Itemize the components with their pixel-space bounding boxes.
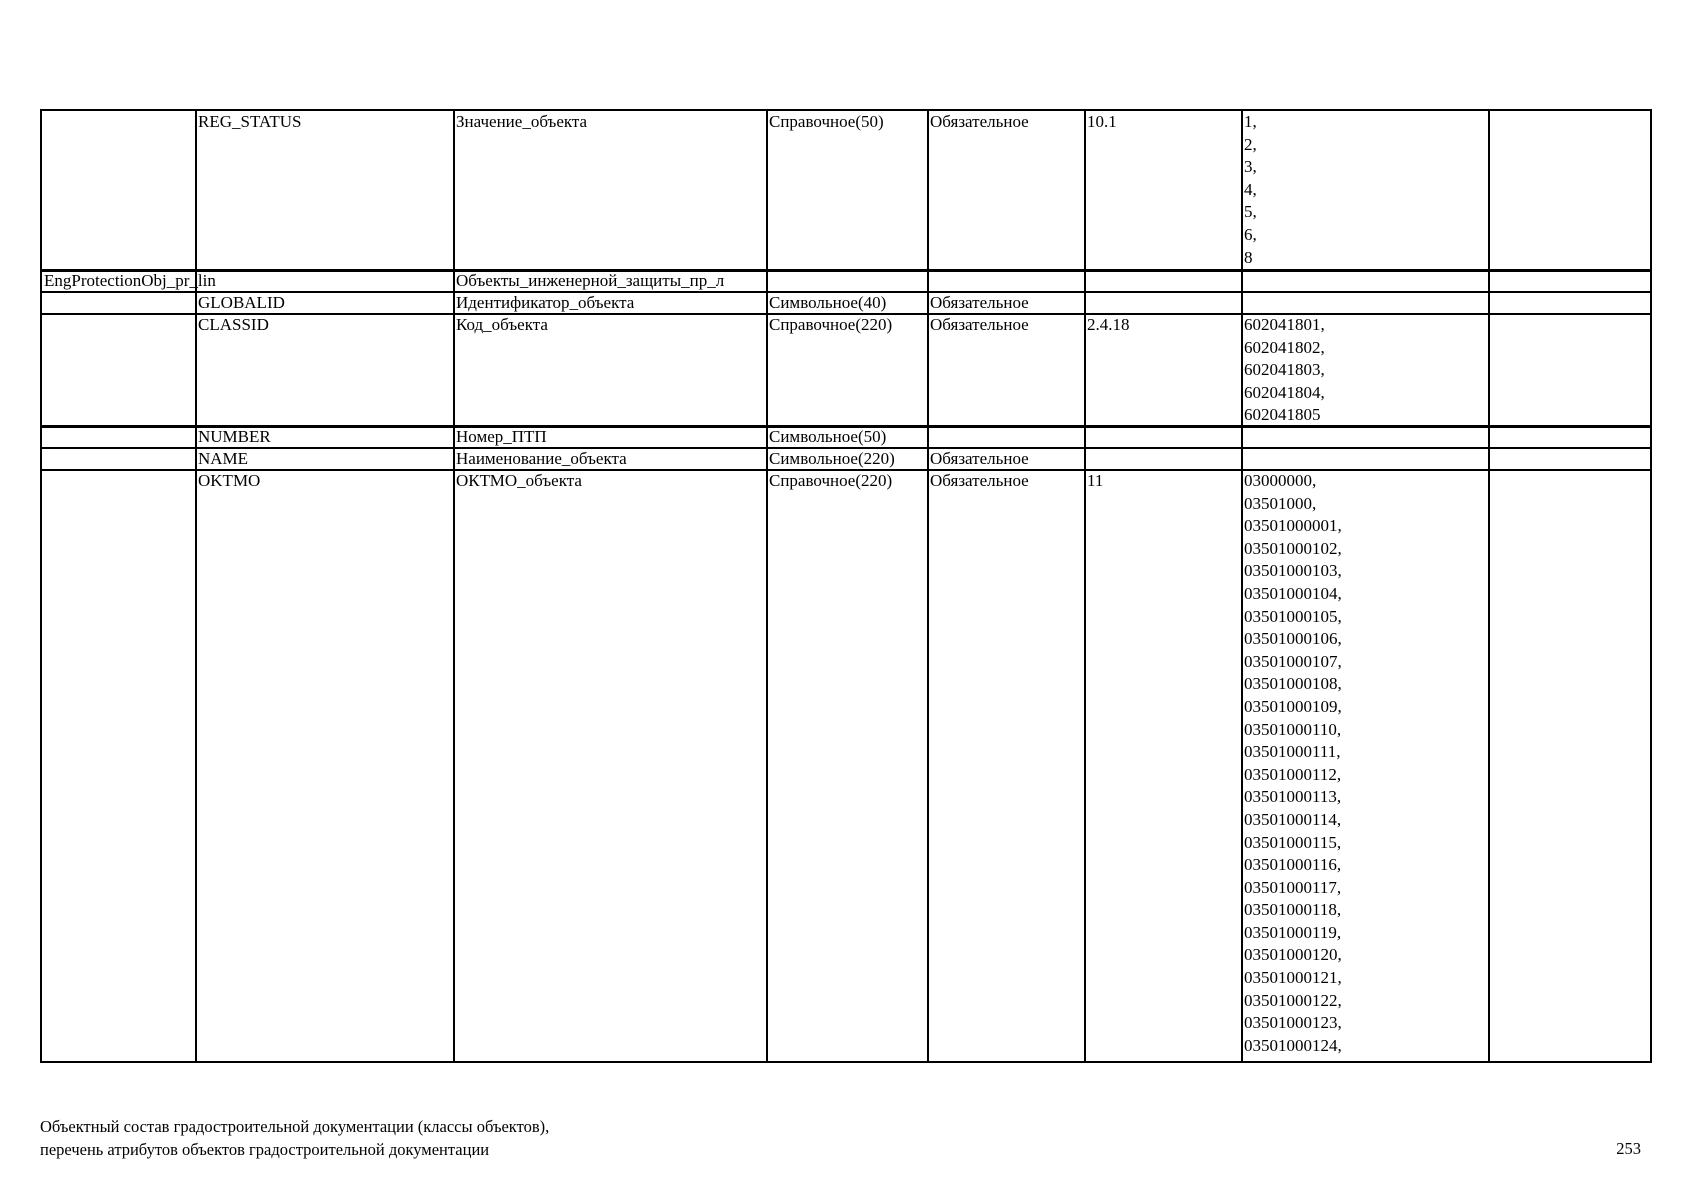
cell-obligation — [928, 270, 1085, 292]
cell-class-name — [42, 470, 196, 1061]
cell-data-type — [767, 270, 928, 292]
cell-attribute-name: NUMBER — [198, 427, 271, 446]
cell-reference — [1085, 270, 1242, 292]
cell-attribute-name: OKTMO — [198, 471, 261, 490]
cell-reference — [1085, 426, 1242, 448]
attributes-table — [40, 109, 1652, 1063]
cell-class-name: EngProtectionObj_pr_lin — [44, 271, 216, 290]
allowed-value: 03501000123, — [1244, 1013, 1342, 1033]
allowed-value: 4, — [1244, 179, 1257, 199]
cell-class-name — [42, 314, 196, 426]
allowed-value: 602041805 — [1244, 405, 1321, 425]
cell-attribute-description: Номер_ПТП — [456, 427, 547, 446]
cell-attribute-name — [196, 270, 454, 292]
cell-obligation — [928, 426, 1085, 448]
footer-line-1: Объектный состав градостроительной документации (классы объектов), — [40, 1117, 550, 1136]
cell-class-name — [42, 111, 196, 270]
cell-attribute-description: ОКТМО_объекта — [456, 471, 582, 490]
cell-note — [1489, 314, 1650, 426]
cell-class-name — [42, 292, 196, 314]
cell-attribute-name: CLASSID — [198, 315, 269, 334]
cell-note — [1489, 270, 1650, 292]
cell-obligation: Обязательное — [930, 293, 1029, 312]
allowed-value: 03501000122, — [1244, 990, 1342, 1010]
cell-attribute-name: NAME — [198, 449, 249, 468]
allowed-value: 03501000110, — [1244, 719, 1342, 739]
allowed-value: 03501000115, — [1244, 832, 1342, 852]
cell-data-type: Справочное(220) — [769, 315, 893, 334]
cell-note — [1489, 426, 1650, 448]
cell-note — [1489, 470, 1650, 1061]
allowed-value: 2, — [1244, 134, 1257, 154]
cell-reference: 2.4.18 — [1087, 315, 1130, 334]
allowed-value: 03501000119, — [1244, 922, 1342, 942]
cell-class-name — [42, 448, 196, 470]
page-number: 253 — [1616, 1139, 1641, 1158]
allowed-value: 03501000116, — [1244, 855, 1342, 875]
allowed-value: 03501000109, — [1244, 696, 1342, 716]
allowed-value: 03501000, — [1244, 493, 1317, 513]
cell-class-name — [42, 426, 196, 448]
allowed-value: 03501000117, — [1244, 877, 1342, 897]
allowed-value: 03501000105, — [1244, 606, 1342, 626]
cell-data-type: Справочное(220) — [769, 471, 893, 490]
allowed-value: 03501000111, — [1244, 742, 1341, 762]
allowed-value: 03501000107, — [1244, 651, 1342, 671]
allowed-value: 03501000102, — [1244, 538, 1342, 558]
allowed-value: 03501000104, — [1244, 583, 1342, 603]
allowed-value: 602041802, — [1244, 337, 1325, 357]
cell-attribute-description: Объекты_инженерной_защиты_пр_л — [456, 271, 725, 290]
allowed-value: 03000000, — [1244, 471, 1317, 490]
cell-reference — [1085, 292, 1242, 314]
cell-obligation: Обязательное — [930, 315, 1029, 334]
cell-obligation: Обязательное — [930, 471, 1029, 490]
allowed-value: 602041801, — [1244, 315, 1325, 334]
allowed-value: 3, — [1244, 157, 1257, 177]
allowed-value: 03501000124, — [1244, 1035, 1342, 1055]
allowed-value: 03501000106, — [1244, 629, 1342, 649]
cell-data-type: Символьное(40) — [769, 293, 887, 312]
cell-attribute-description: Идентификатор_объекта — [456, 293, 635, 312]
cell-obligation: Обязательное — [930, 449, 1029, 468]
cell-data-type: Справочное(50) — [769, 112, 884, 131]
allowed-value: 8 — [1244, 247, 1253, 267]
cell-attribute-name: REG_STATUS — [198, 112, 302, 131]
cell-allowed-values — [1242, 426, 1489, 448]
cell-data-type: Символьное(220) — [769, 449, 895, 468]
cell-allowed-values — [1242, 292, 1489, 314]
allowed-value: 03501000113, — [1244, 787, 1342, 807]
cell-attribute-name: GLOBALID — [198, 293, 285, 312]
allowed-value: 03501000108, — [1244, 674, 1342, 694]
allowed-value: 5, — [1244, 202, 1257, 222]
cell-allowed-values — [1242, 314, 1489, 426]
allowed-value: 03501000121, — [1244, 968, 1342, 988]
cell-reference: 10.1 — [1087, 112, 1117, 131]
cell-obligation: Обязательное — [930, 112, 1029, 131]
cell-note — [1489, 111, 1650, 270]
cell-attribute-description: Значение_объекта — [456, 112, 588, 131]
cell-attribute-description: Код_объекта — [456, 315, 548, 334]
cell-note — [1489, 292, 1650, 314]
allowed-value: 602041803, — [1244, 360, 1325, 380]
cell-note — [1489, 448, 1650, 470]
allowed-value: 03501000103, — [1244, 561, 1342, 581]
cell-reference: 11 — [1087, 471, 1104, 490]
allowed-value: 03501000120, — [1244, 945, 1342, 965]
cell-reference — [1085, 448, 1242, 470]
cell-allowed-values — [1242, 470, 1489, 1061]
allowed-value: 1, — [1244, 112, 1257, 131]
page-footer — [40, 1116, 549, 1161]
cell-allowed-values — [1242, 270, 1489, 292]
allowed-value: 03501000112, — [1244, 764, 1342, 784]
allowed-value: 03501000118, — [1244, 900, 1342, 920]
allowed-value: 6, — [1244, 224, 1257, 244]
cell-allowed-values — [1242, 111, 1489, 270]
allowed-value: 03501000114, — [1244, 809, 1342, 829]
cell-attribute-description: Наименование_объекта — [456, 449, 627, 468]
footer-line-2: перечень атрибутов объектов градостроительной документации — [40, 1139, 490, 1159]
cell-data-type: Символьное(50) — [769, 427, 887, 446]
cell-allowed-values — [1242, 448, 1489, 470]
allowed-value: 03501000001, — [1244, 516, 1342, 536]
allowed-value: 602041804, — [1244, 382, 1325, 402]
